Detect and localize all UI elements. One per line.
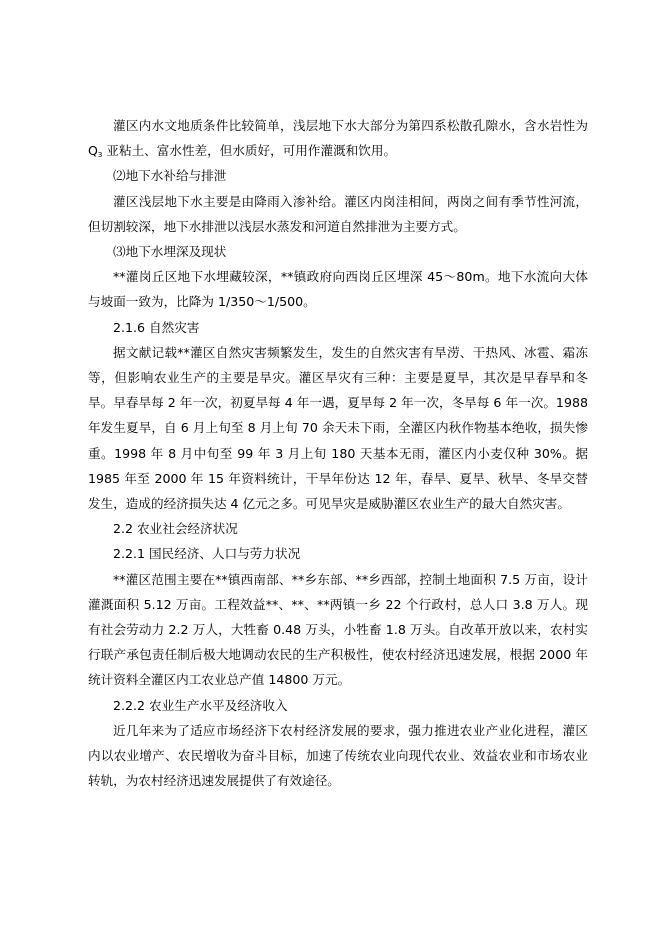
heading-national-economy: 2.2.1 国民经济、人口与劳力状况 [113, 546, 301, 562]
paragraph-production-level: 近几年来为了适应市场经济下农村经济发展的要求，强力推进农业产业化进程，灌区内以农业增产、农民增收为奋斗目标，加速了传统农业向现代农业、效益农业和市场农业转轨，为农村经济迅速发展提供了有效途径。 [88, 722, 588, 789]
heading-groundwater-depth: ⑶地下水埋深及现状 [113, 244, 227, 260]
paragraph-natural-disasters: 据文献记载**灌区自然灾害频繁发生，发生的自然灾害有旱涝、干热风、冰雹、霜冻等，但影响农业生产的主要是旱灾。灌区旱灾有三种：主要是夏旱，其次是早春旱和冬旱。早春旱每 2 年一次，初夏旱每 4 年一遇，夏旱每 2 年一次，冬旱每 6 年一次。1988 年发生夏旱，自 6 月上旬至 8 月上旬 70 余天未下雨，全灌区内秋作物基本绝收，损失惨重。1998 年 8 月中旬至 99 年 3 月上旬 180 天基本无雨，灌区内小麦仅种 30%。据 1985 年至 2000 年 15 年资料统计，干旱年份达 12 年，春旱、夏旱、秋旱、冬旱交替发生，造成的经济损失达 4 亿元之多。可见旱灾是威胁灌区农业生产的最大自然灾害。 [88, 344, 588, 512]
paragraph-population: **灌区范围主要在**镇西南部、**乡东部、**乡西部，控制土地面积 7.5 万亩，设计灌溉面积 5.12 万亩。工程效益**、**、**两镇一乡 22 个行政村，总人口 3.8 万人。现有社会劳动力 2.2 万人，大牲畜 0.48 万头，小牲畜 1.8 万头。自改革开放以来，农村实行联产承包责任制后极大地调动农民的生产积极性，使农村经济迅速发展，根据 2000 年统计资料全灌区内工农业总产值 14800 万元。 [88, 571, 588, 688]
heading-socio-economic: 2.2 农业社会经济状况 [113, 521, 238, 537]
paragraph-hydrogeology [88, 113, 588, 163]
heading-production-level: 2.2.2 农业生产水平及经济收入 [113, 697, 288, 713]
paragraph-hydrogeology-text-a: 灌区内水文地质条件比较简单，浅层地下水大部分为第四系松散孔隙水，含水岩性为 Q [88, 118, 588, 159]
heading-natural-disasters: 2.1.6 自然灾害 [113, 319, 200, 335]
quaternary-subscript: 3 [97, 151, 103, 160]
paragraph-groundwater-depth: **灌岗丘区地下水埋藏较深，**镇政府向西岗丘区埋深 45～80m。地下水流向大体与坡面一致为，比降为 1/350～1/500。 [88, 269, 588, 310]
paragraph-hydrogeology-text-b: 亚粘土、富水性差，但水质好，可用作灌溉和饮用。 [102, 143, 397, 159]
body-text [88, 113, 588, 793]
heading-recharge-discharge: ⑵地下水补给与排泄 [113, 168, 227, 184]
paragraph-recharge: 灌区浅层地下水主要是由降雨入渗补给。灌区内岗洼相间，两岗之间有季节性河流，但切割较深，地下水排泄以浅层水蒸发和河道自然排泄为主要方式。 [88, 193, 588, 234]
